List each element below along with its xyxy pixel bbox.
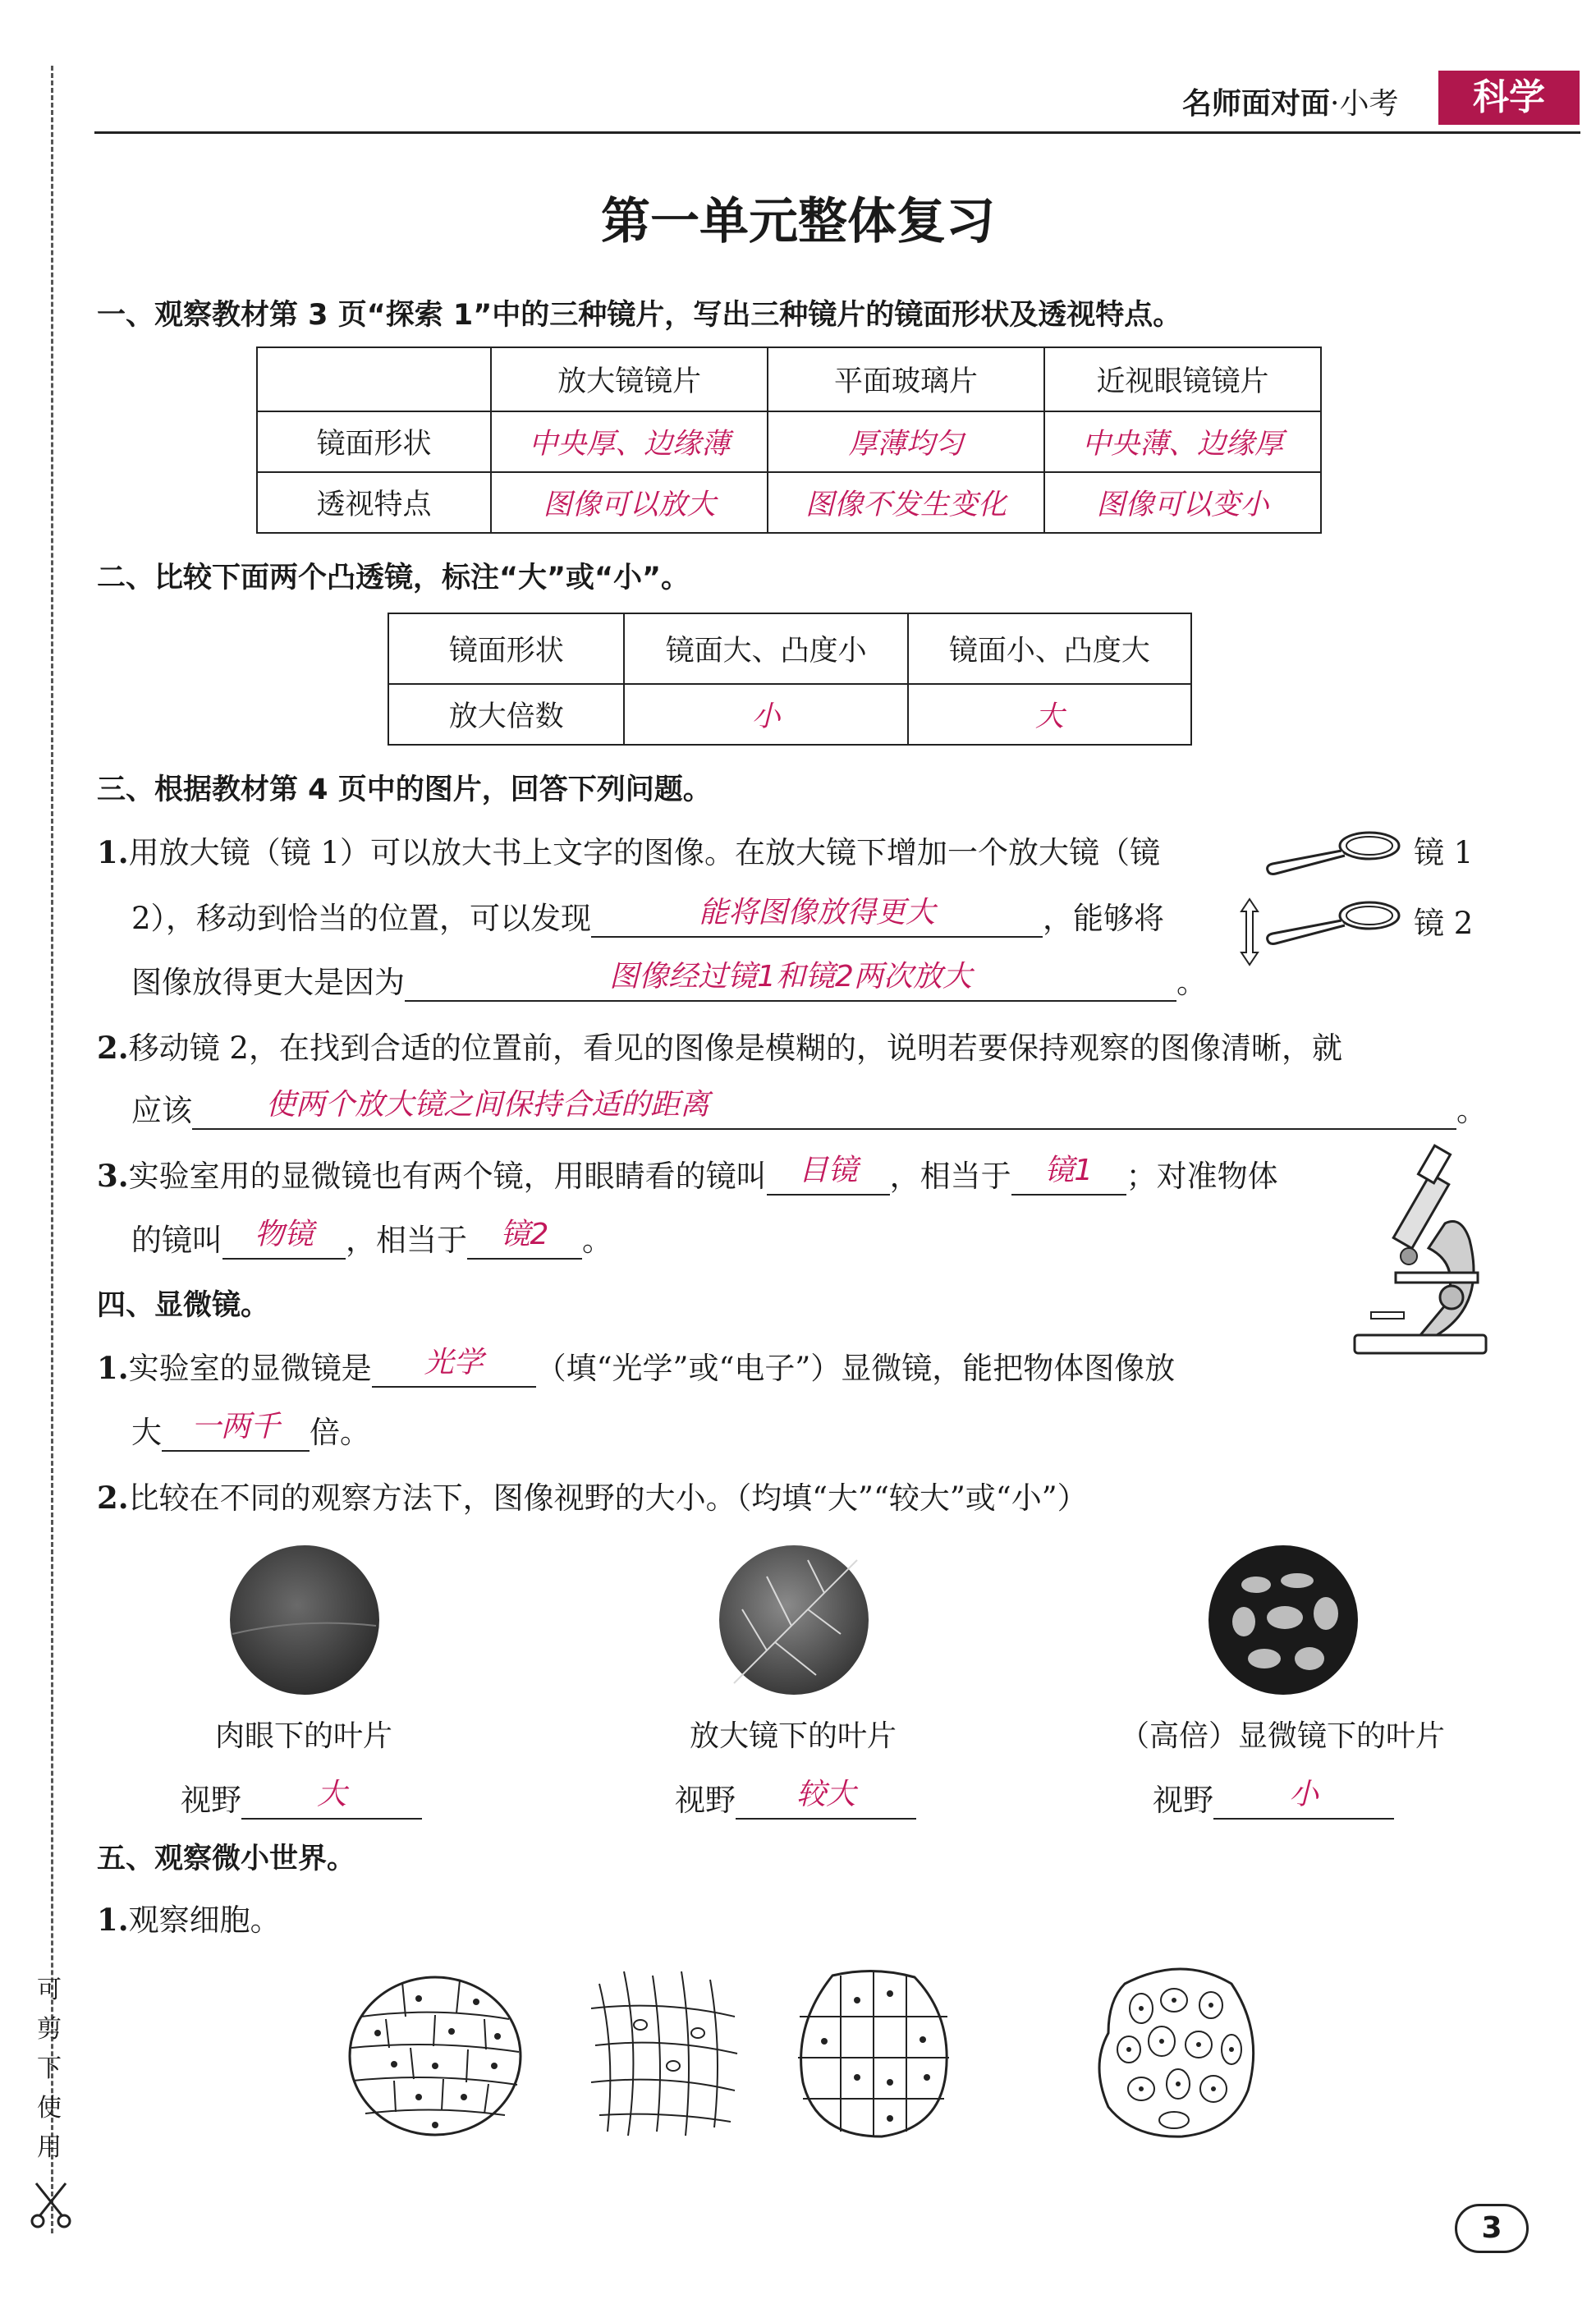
answer-cell: 厚薄均匀	[768, 411, 1044, 472]
question-text: 2），移动到恰当的位置，可以发现	[131, 901, 592, 936]
table-header-cell	[257, 347, 491, 411]
header-rule	[94, 131, 1580, 134]
table-header-cell: 近视眼镜镜片	[1044, 347, 1321, 411]
answer-blank[interactable]	[192, 1086, 1456, 1130]
question-text: 大	[131, 1415, 162, 1450]
question-text: 倍。	[310, 1415, 370, 1450]
answer-blank[interactable]	[162, 1408, 310, 1452]
answer-blank[interactable]	[241, 1776, 422, 1820]
convex-lens-table	[388, 613, 1192, 746]
question-text: 比较在不同的观察方法下，图像视野的大小。（均填“大”“较大”或“小”）	[128, 1480, 1088, 1516]
section3-heading: 三、根据教材第 4 页中的图片，回答下列问题。	[97, 773, 712, 806]
leaf-magnifier-image	[718, 1544, 870, 1696]
section1-heading: 一、观察教材第 3 页“探索 1”中的三种镜片，写出三种镜片的镜面形状及透视特点。	[97, 299, 1182, 332]
question-text: （填“光学”或“电子”）显微镜，能把物体图像放	[535, 1351, 1176, 1386]
answer-blank[interactable]	[736, 1776, 916, 1820]
answer-blank[interactable]	[467, 1216, 582, 1260]
question-number: 2.	[97, 1030, 129, 1066]
answer-blank[interactable]	[372, 1344, 536, 1388]
leaf-microscope-image	[1207, 1544, 1360, 1696]
header-brand	[1182, 80, 1398, 122]
question-text: 。	[582, 1223, 612, 1258]
handwritten-answer: 物镜	[254, 1218, 314, 1251]
q3-1-line2	[131, 893, 1164, 938]
lens1-label: 镜 1	[1414, 835, 1474, 870]
table-header-cell: 平面玻璃片	[768, 347, 1044, 411]
table-header-row	[257, 347, 1321, 411]
answer-cell: 中央厚、边缘薄	[491, 411, 768, 472]
q4-1-line2	[131, 1407, 370, 1452]
cell-drawing-leaf-epidermis	[791, 1967, 956, 2141]
question-number: 2.	[97, 1480, 129, 1516]
question-text: 。	[1456, 1093, 1487, 1128]
page-number: 3	[1455, 2204, 1529, 2253]
handwritten-answer: 使两个放大镜之间保持合适的距离	[266, 1088, 710, 1122]
section2-heading: 二、比较下面两个凸透镜，标注“大”或“小”。	[97, 562, 690, 594]
table-cell: 镜面小、凸度大	[908, 613, 1191, 684]
leaf-label: 肉眼下的叶片	[214, 1719, 392, 1753]
answer-cell: 大	[908, 684, 1191, 745]
question-text: 实验室的显微镜是	[128, 1351, 372, 1386]
question-text: 应该	[131, 1093, 192, 1128]
question-text: 观察细胞。	[128, 1902, 281, 1938]
handwritten-answer: 能将图像放得更大	[699, 896, 936, 929]
answer-cell: 小	[624, 684, 907, 745]
question-text: 移动镜 2，在找到合适的位置前，看见的图像是模糊的，说明若要保持观察的图像清晰，就	[128, 1030, 1342, 1066]
handwritten-answer: 镜2	[500, 1218, 549, 1251]
q3-3-line2	[131, 1215, 612, 1260]
table-row	[388, 613, 1191, 684]
table-row	[388, 684, 1191, 745]
table-row	[257, 472, 1321, 533]
question-text: 。	[1176, 965, 1207, 1000]
view-field	[181, 1775, 422, 1820]
question-number: 1.	[97, 834, 129, 870]
answer-blank[interactable]	[767, 1152, 890, 1196]
table-cell: 镜面大、凸度小	[624, 613, 907, 684]
q4-2	[97, 1473, 1088, 1517]
answer-cell: 图像可以变小	[1044, 472, 1321, 533]
table-header-cell: 放大镜镜片	[491, 347, 768, 411]
answer-blank[interactable]	[222, 1216, 346, 1260]
q3-1-line1	[97, 828, 1160, 872]
handwritten-answer: 目镜	[798, 1154, 858, 1187]
lens2-label: 镜 2	[1414, 906, 1474, 941]
question-number: 3.	[97, 1158, 129, 1194]
row-label: 放大倍数	[388, 684, 624, 745]
question-text: ；对准物体	[1126, 1159, 1278, 1194]
cut-line	[51, 66, 53, 2233]
row-label: 透视特点	[257, 472, 491, 533]
question-text: 的镜叫	[131, 1223, 222, 1258]
handwritten-answer: 光学	[424, 1346, 484, 1379]
field-label: 视野	[675, 1783, 736, 1818]
section5-heading: 五、观察微小世界。	[97, 1843, 356, 1875]
question-text: ，能够将	[1043, 901, 1165, 936]
scissors-icon	[30, 2180, 72, 2229]
cell-drawing-tissue	[591, 1967, 739, 2140]
handwritten-answer: 镜1	[1044, 1154, 1094, 1187]
row-label: 镜面形状	[257, 411, 491, 472]
field-label: 视野	[1153, 1783, 1213, 1818]
handwritten-answer: 图像经过镜1和镜2两次放大	[609, 960, 972, 994]
question-number: 1.	[97, 1902, 129, 1938]
cut-instruction: 可剪下使用	[37, 1976, 62, 2162]
brand-suffix: ·小考	[1330, 87, 1399, 121]
question-text: 图像放得更大是因为	[131, 965, 405, 1000]
view-field	[1153, 1775, 1394, 1820]
question-text: ，相当于	[346, 1223, 467, 1258]
q3-2-line2	[131, 1085, 1487, 1130]
answer-cell: 中央薄、边缘厚	[1044, 411, 1321, 472]
cell-drawing-onion	[345, 1974, 525, 2138]
answer-cell: 图像可以放大	[491, 472, 768, 533]
answer-blank[interactable]	[405, 958, 1176, 1002]
leaf-label: （高倍）显微镜下的叶片	[1119, 1719, 1445, 1753]
answer-cell: 图像不发生变化	[768, 472, 1044, 533]
field-label: 视野	[181, 1783, 241, 1818]
magnifier-pair-illustration	[1231, 821, 1420, 985]
page-title: 第一单元整体复习	[601, 193, 995, 250]
answer-blank[interactable]	[1011, 1152, 1126, 1196]
q5-1	[97, 1895, 281, 1939]
q4-1-line1	[97, 1343, 1175, 1388]
q3-3-line1	[97, 1151, 1278, 1196]
table-row	[257, 411, 1321, 472]
handwritten-answer: 一两千	[190, 1410, 280, 1443]
section4-heading: 四、显微镜。	[97, 1289, 270, 1322]
handwritten-answer: 较大	[796, 1778, 855, 1811]
answer-blank[interactable]	[591, 894, 1043, 938]
handwritten-answer: 小	[1288, 1778, 1319, 1811]
q3-2-line1	[97, 1023, 1342, 1067]
microscope-illustration	[1346, 1141, 1494, 1363]
row-label: 镜面形状	[388, 613, 624, 684]
handwritten-answer: 大	[316, 1778, 346, 1811]
question-text: 用放大镜（镜 1）可以放大书上文字的图像。在放大镜下增加一个放大镜（镜	[128, 835, 1160, 870]
leaf-naked-eye-image	[228, 1544, 381, 1696]
subject-tag: 科学	[1438, 71, 1580, 125]
question-number: 1.	[97, 1350, 129, 1386]
leaf-label: 放大镜下的叶片	[689, 1719, 897, 1753]
question-text: 实验室用的显微镜也有两个镜，用眼睛看的镜叫	[128, 1159, 767, 1194]
brand-name: 名师面对面	[1182, 86, 1331, 121]
cell-drawing-cheek	[1092, 1959, 1264, 2141]
answer-blank[interactable]	[1213, 1776, 1394, 1820]
q3-1-line3	[131, 957, 1207, 1002]
view-field	[675, 1775, 916, 1820]
question-text: ，相当于	[889, 1159, 1011, 1194]
lens-table	[256, 347, 1322, 534]
